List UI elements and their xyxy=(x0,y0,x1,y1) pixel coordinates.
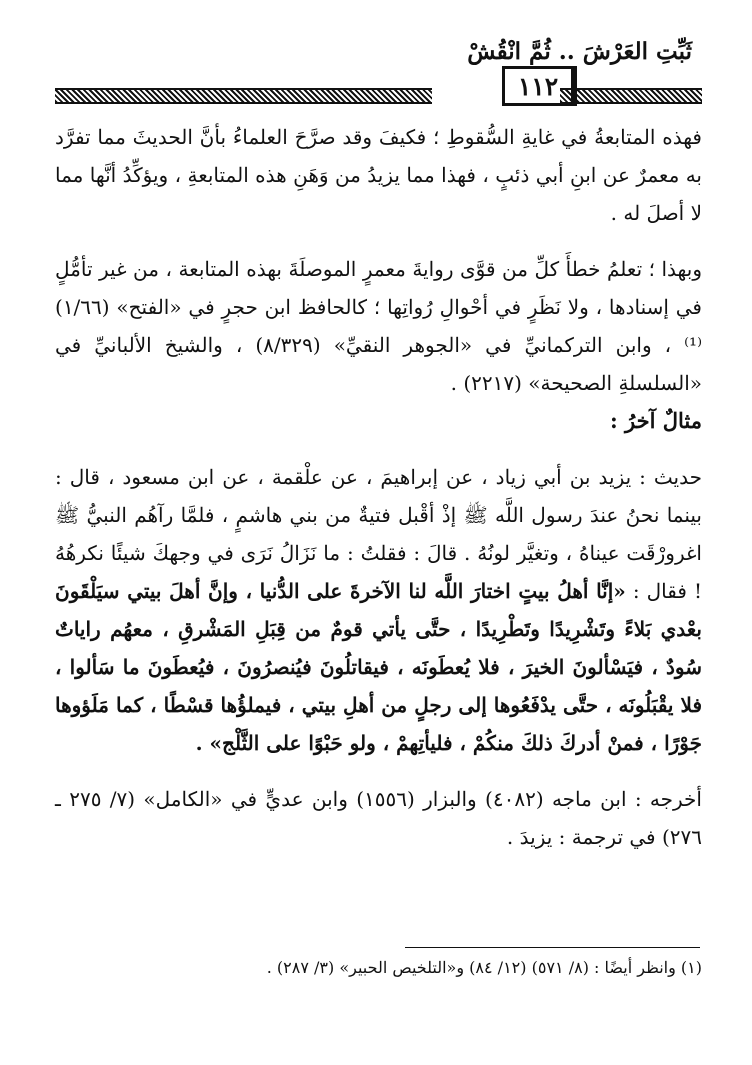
page-number: ١١٢ xyxy=(502,66,577,106)
main-text xyxy=(55,118,702,856)
header-rule-right xyxy=(560,88,702,104)
example-heading: مثالٌ آخرُ : xyxy=(609,408,702,433)
running-title: ثَبِّتِ العَرْشَ .. ثُمَّ انْقُشْ xyxy=(467,38,692,65)
hadith-quote: «إنَّا أهلُ بيتٍ اختارَ اللَّه لنا الآخرةَ على الدُّنيا ، وإنَّ أهلَ بيتي سيَلْقَونَ بعْدي بَلاءً وتَشْرِيدًا وتَطْرِيدًا ، حتَّى يأتي قومٌ من قِبَلِ المَشْرقِ ، معهُم راياتٌ سُودٌ ، فيَسْألونَ الخيرَ ، فلا يُعطَونَه ، فيقاتلُونَ فيُنصرُونَ ، فيُعطَونَ ما سَألوا ، فلا يقْبَلُونَه ، حتَّى يدْفَعُوها إلى رجلٍ من أهلِ بيتي ، فيملؤُها قسْطًا ، كما مَلَؤوها جَوْرًا ، فمنْ أدركَ ذلكَ منكُمْ ، فليأتِهمْ ، ولو حَبْوًا على الثَّلْج» . xyxy=(55,579,702,755)
paragraph-2: وبهذا ؛ تعلمُ خطأَ كلِّ من قوَّى روايةَ معمرٍ الموصلَةَ بهذه المتابعة ، من غير تأمُّلٍ في إسنادها ، ولا نَظَرٍ في أحْوالِ رُواتِها ؛ كالحافظ ابن حجرٍ في «الفتح» (١/٦٦) ⁽¹⁾ ، وابن التركمانيِّ في «الجوهر النقيِّ» (٨/٣٢٩) ، والشيخ الألبانيِّ في «السلسلةِ الصحيحة» (٢٢١٧) . xyxy=(55,257,702,395)
footnote: (١) وانظر أيضًا : (٨/ ٥٧١) (١٢/ ٨٤) و«التلخيص الحبير» (٣/ ٢٨٧) . xyxy=(266,958,702,977)
hadith-intro: حديث : يزيد بن أبي زياد ، عن إبراهيمَ ، عن علْقمة ، عن ابن مسعود ، قال : بينما نحنُ عندَ رسول اللَّه ﷺ إذْ أقْبل فتيةٌ من بني هاشمٍ ، فلمَّا رآهُم النبيُّ ﷺ اغرورْقَت عيناهُ ، وتغيَّر لونُهُ . قالَ : فقلتُ : ما نَزَالُ نَرَى في وجهكَ شيئًا نكرهُهُ ! فقال : xyxy=(55,465,703,603)
page-header xyxy=(55,30,702,108)
hadith-paragraph xyxy=(55,458,702,762)
header-rule-left xyxy=(55,88,432,104)
footnote-divider xyxy=(405,947,700,948)
takhrij-paragraph: أخرجه : ابن ماجه (٤٠٨٢) والبزار (١٥٥٦) وابن عديٍّ في «الكامل» (٧/ ٢٧٥ ـ ٢٧٦) في ترجمة : يزيدَ . xyxy=(55,787,702,849)
paragraph-1: فهذه المتابعةُ في غايةِ السُّقوطِ ؛ فكيفَ وقد صرَّحَ العلماءُ بأنَّ الحديثَ مما تفرَّد به معمرٌ عن ابنِ أبي ذئبٍ ، فهذا مما يزيدُ من وَهَنِ هذه المتابعةِ ، ويؤكِّدُ أنَّها مما لا أصلَ له . xyxy=(55,125,702,225)
